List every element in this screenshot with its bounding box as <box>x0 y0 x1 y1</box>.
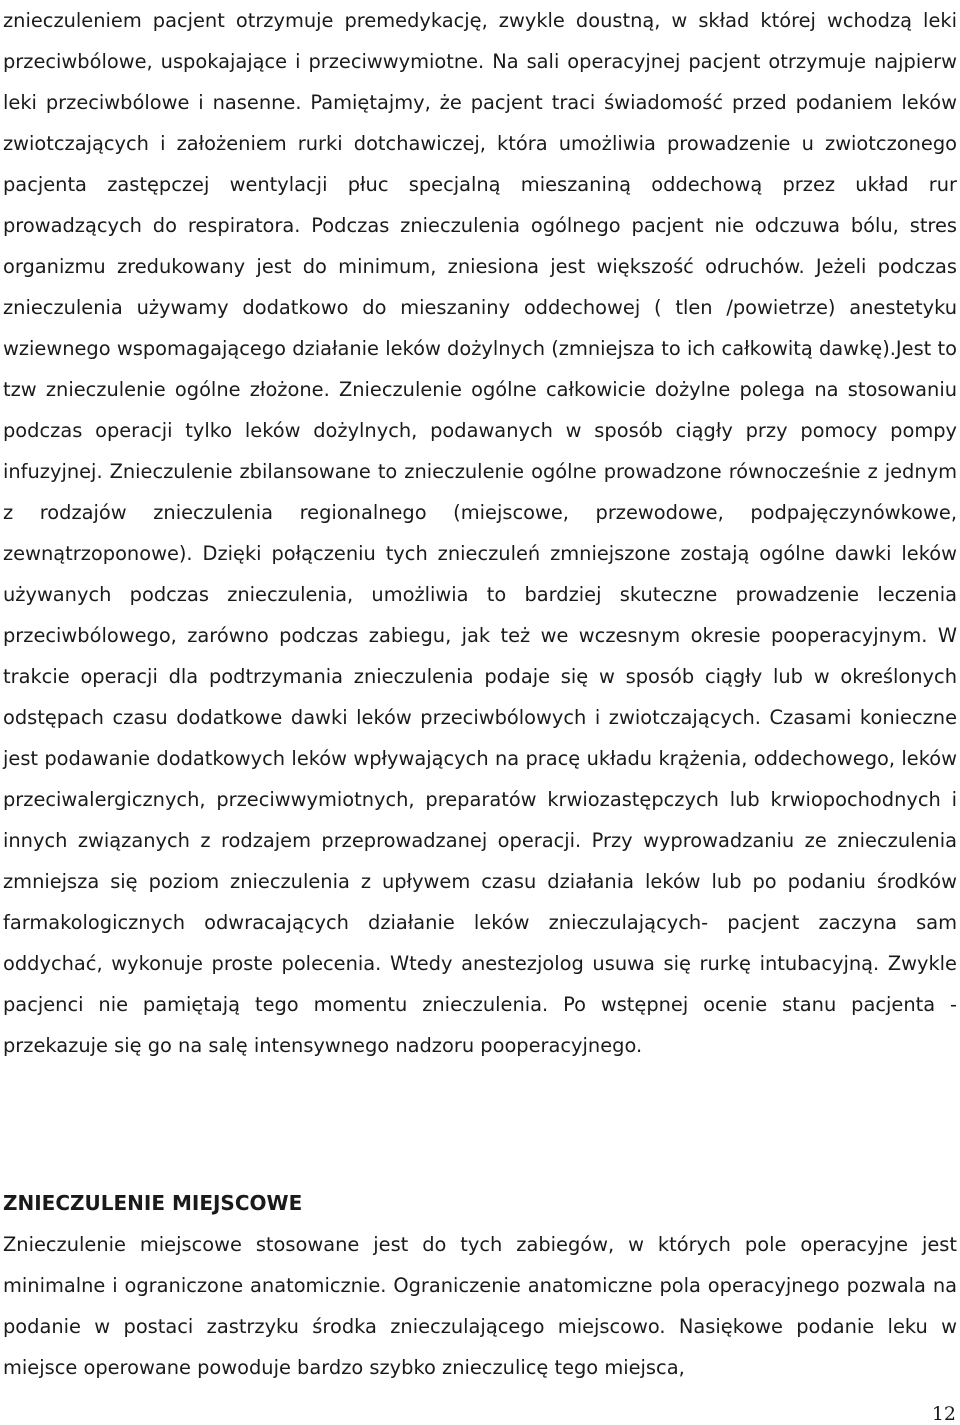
page-number: 12 <box>931 1403 956 1425</box>
section-heading <box>3 1183 957 1224</box>
paragraph-text: Znieczulenie miejscowe stosowane jest do tych zabiegów, w których pole operacyjne jest minimalne i ograniczone anatomicznie. Ograniczenie anatomiczne pola operacyjnego pozwala na podanie w postaci zastrzyku środka znieczulającego miejscowo. Nasiękowe podanie leku w miejsce operowane powoduje bardzo szybko znieczulicę tego miejsca, <box>3 1233 957 1379</box>
paragraph-text: znieczuleniem pacjent otrzymuje premedykację, zwykle doustną, w skład której wchodzą leki przeciwbólowe, uspokajające i przeciwwymiotne. Na sali operacyjnej pacjent otrzymuje najpierw leki przeciwbólowe i nasenne. Pamiętajmy, że pacjent traci świadomość przed podaniem leków zwiotczających i założeniem rurki dotchawiczej, która umożliwia prowadzenie u zwiotczonego pacjenta zastępczej wentylacji płuc specjalną mieszaniną oddechową przez układ rur prowadzących do respiratora. Podczas znieczulenia ogólnego pacjent nie odczuwa bólu, stres organizmu zredukowany jest do minimum, zniesiona jest większość odruchów. Jeżeli podczas znieczulenia używamy dodatkowo do mieszaniny oddechowej ( tlen /powietrze) anestetyku wziewnego wspomagającego działanie leków dożylnych (zmniejsza to ich całkowitą dawkę).Jest to tzw znieczulenie ogólne złożone. Znieczulenie ogólne całkowicie dożylne polega na stosowaniu podczas operacji tylko leków dożylnych, podawanych w sposób ciągły przy pomocy pompy infuzyjnej. Znieczulenie zbilansowane to znieczulenie ogólne prowadzone równocześnie z jednym z rodzajów znieczulenia regionalnego (miejscowe, przewodowe, podpajęczynówkowe, zewnątrzoponowe). Dzięki połączeniu tych znieczuleń zmniejszone zostają ogólne dawki leków używanych podczas znieczulenia, umożliwia to bardziej skuteczne prowadzenie leczenia przeciwbólowego, zarówno podczas zabiegu, jak też we wczesnym okresie pooperacyjnym. W trakcie operacji dla podtrzymania znieczulenia podaje się w sposób ciągły lub w określonych odstępach czasu dodatkowe dawki leków przeciwbólowych i zwiotczających. Czasami konieczne jest podawanie dodatkowych leków wpływających na pracę układu krążenia, oddechowego, leków przeciwalergicznych, przeciwwymiotnych, preparatów krwiozastępczych lub krwiopochodnych i innych związanych z rodzajem przeprowadzanej operacji. Przy wyprowadzaniu ze znieczulenia zmniejsza się poziom znieczulenia z upływem czasu działania leków lub po podaniu środków farmakologicznych odwracających działanie leków znieczulających- pacjent zaczyna sam oddychać, wykonuje proste polecenia. Wtedy anestezjolog usuwa się rurkę intubacyjną. Zwykle pacjenci nie pamiętają tego momentu znieczulenia. Po wstępnej ocenie stanu pacjenta - przekazuje się go na salę intensywnego nadzoru pooperacyjnego. <box>3 9 957 1057</box>
body-paragraph-general-anesthesia <box>3 0 957 1066</box>
heading-text: ZNIECZULENIE MIEJSCOWE <box>3 1191 303 1215</box>
body-paragraph-local-anesthesia <box>3 1224 957 1388</box>
